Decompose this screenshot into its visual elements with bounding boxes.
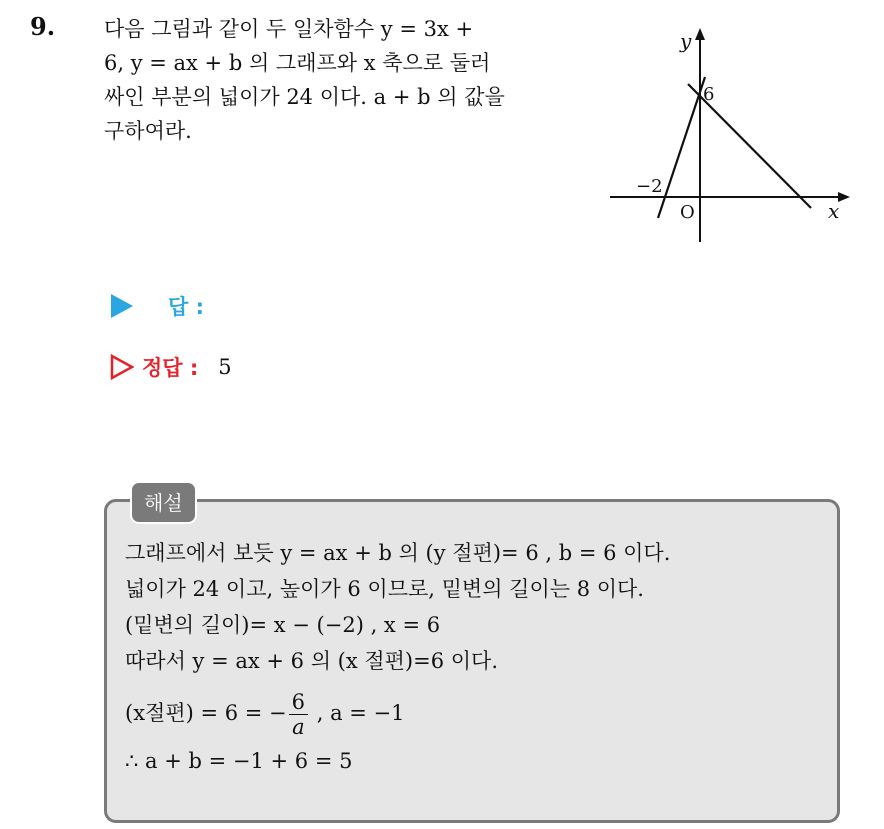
problem-text xyxy=(104,12,582,148)
solution-line-2: 넓이가 24 이고, 높이가 6 이므로, 밑변의 길이는 8 이다. xyxy=(125,577,644,601)
x-axis-label: x xyxy=(828,199,840,223)
origin-label: O xyxy=(680,202,695,223)
correct-answer-label: 정답 : xyxy=(142,356,199,380)
y-axis-arrow xyxy=(695,28,705,40)
answer-row xyxy=(110,291,204,321)
fraction-prefix: (x절편) = 6 = − xyxy=(125,701,287,725)
outline-triangle-icon xyxy=(110,354,134,380)
solution-line-1: 그래프에서 보듯 y = ax + b 의 (y 절편)= 6 , b = 6 이다. xyxy=(125,541,671,565)
fraction-denominator: a xyxy=(289,714,308,739)
solution-tag: 해설 xyxy=(130,481,197,524)
y-intercept-label: 6 xyxy=(703,84,715,105)
solution-line-4: 따라서 y = ax + 6 의 (x 절편)=6 이다. xyxy=(125,649,499,673)
solution-final-line: ∴ a + b = −1 + 6 = 5 xyxy=(125,749,353,773)
fraction-numerator: 6 xyxy=(291,690,306,714)
problem-line-2: 6, y = ax + b 의 그래프와 x 축으로 둘러 xyxy=(104,51,491,75)
problem-line-3: 싸인 부분의 넓이가 24 이다. a + b 의 값을 xyxy=(104,85,505,109)
x-intercept-label: −2 xyxy=(636,176,663,197)
x-axis-arrow xyxy=(838,192,850,202)
solution-text xyxy=(125,535,670,779)
question-number: 9. xyxy=(30,12,56,41)
correct-answer-row xyxy=(110,352,232,382)
function-graph xyxy=(598,22,858,247)
solution-fraction-line xyxy=(125,683,670,743)
correct-answer-value: 5 xyxy=(218,355,232,379)
solution-line-3: (밑변의 길이)= x − (−2) , x = 6 xyxy=(125,613,441,637)
play-triangle-icon xyxy=(110,293,134,319)
answer-label: 답 : xyxy=(168,295,204,319)
problem-line-1: 다음 그림과 같이 두 일차함수 y = 3x + xyxy=(104,17,474,41)
fraction-suffix: , a = −1 xyxy=(316,701,405,725)
fraction xyxy=(289,690,308,739)
problem-line-4: 구하여라. xyxy=(104,119,192,143)
y-axis-label: y xyxy=(680,29,692,53)
